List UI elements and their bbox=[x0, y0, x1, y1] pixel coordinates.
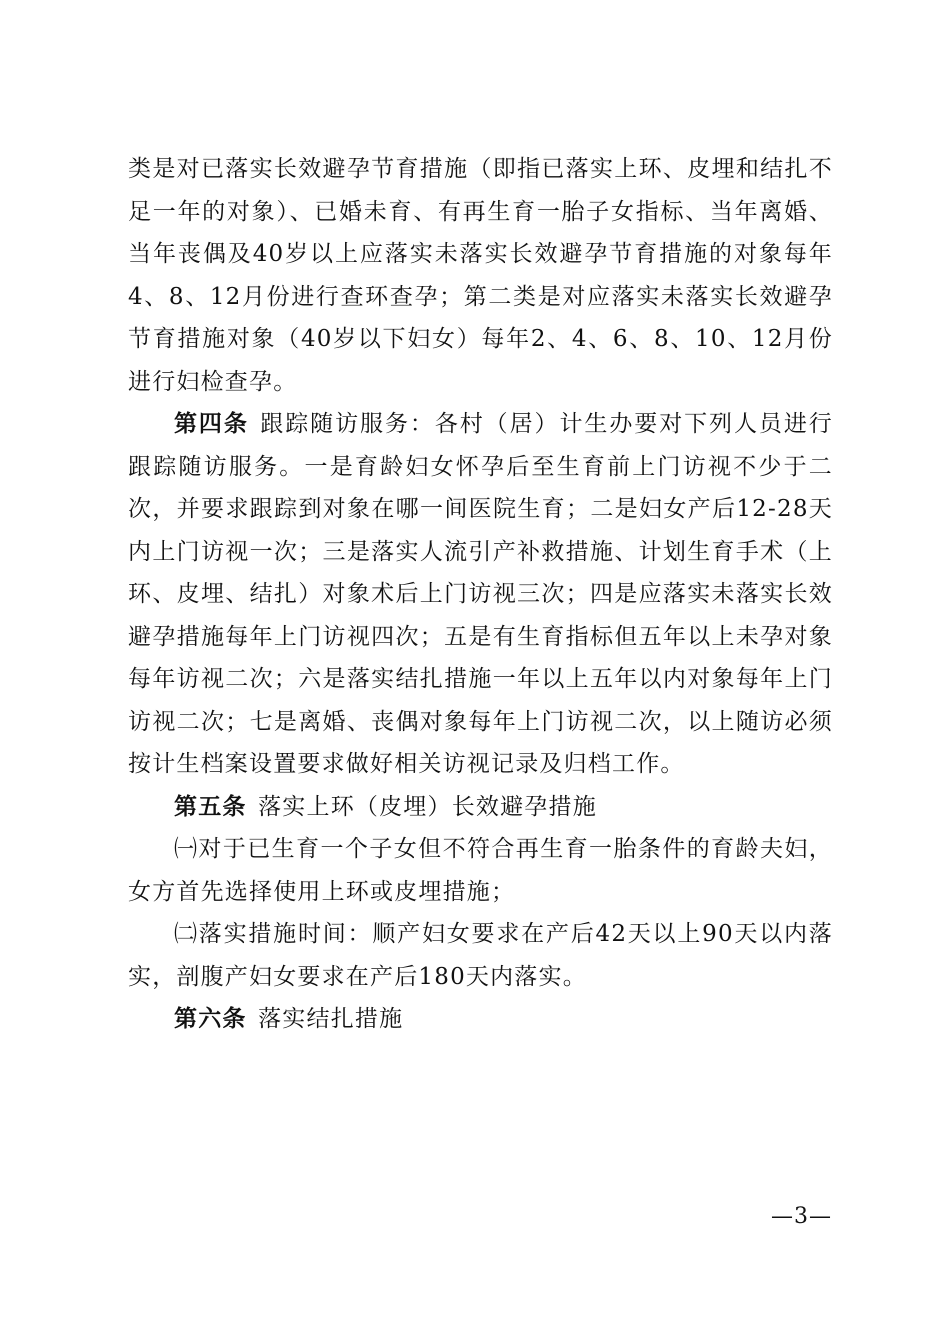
paragraph-text: 类是对已落实长效避孕节育措施（即指已落实上环、皮埋和结扎不足一年的对象）、已婚未育、有再生育一胎子女指标、当年离婚、当年丧偶及40岁以上应落实未落实长效避孕节育措施的对象每年4、8、12月份进行查环查孕；第二类是对应落实未落实长效避孕节育措施对象（40岁以下妇女）每年2、4、6、8、10、12月份进行妇检查孕。 bbox=[128, 156, 833, 395]
article-4-paragraph bbox=[128, 403, 833, 786]
article-5-item-2 bbox=[128, 913, 833, 998]
article-6-paragraph bbox=[128, 998, 833, 1041]
article-4-text: 跟踪随访服务：各村（居）计生办要对下列人员进行跟踪随访服务。一是育龄妇女怀孕后至生育前上门访视不少于二次，并要求跟踪到对象在哪一间医院生育；二是妇女产后12-28天内上门访视一次；三是落实人流引产补救措施、计划生育手术（上环、皮埋、结扎）对象术后上门访视三次；四是应落实未落实长效避孕措施每年上门访视四次；五是有生育指标但五年以上未孕对象每年访视二次；六是落实结扎措施一年以上五年以内对象每年上门访视二次；七是离婚、丧偶对象每年上门访视二次，以上随访必须按计生档案设置要求做好相关访视记录及归档工作。 bbox=[128, 411, 833, 777]
article-6-heading: 第六条 bbox=[174, 1005, 247, 1032]
article-5-text: 落实上环（皮埋）长效避孕措施 bbox=[258, 793, 597, 820]
page-number: —3— bbox=[771, 1204, 832, 1229]
article-5-paragraph bbox=[128, 786, 833, 829]
article-5-heading: 第五条 bbox=[174, 792, 247, 820]
article-5-item-1 bbox=[128, 828, 833, 913]
article-5-item-2-text: ㈡落实措施时间：顺产妇女要求在产后42天以上90天以内落实，剖腹产妇女要求在产后180天内落实。 bbox=[128, 921, 833, 990]
paragraph-continuation bbox=[128, 148, 833, 403]
document-body bbox=[128, 148, 833, 1041]
article-5-item-1-text: ㈠对于已生育一个子女但不符合再生育一胎条件的育龄夫妇，女方首先选择使用上环或皮埋措施； bbox=[128, 836, 833, 905]
article-6-text: 落实结扎措施 bbox=[258, 1006, 404, 1032]
article-4-heading: 第四条 bbox=[174, 410, 249, 437]
